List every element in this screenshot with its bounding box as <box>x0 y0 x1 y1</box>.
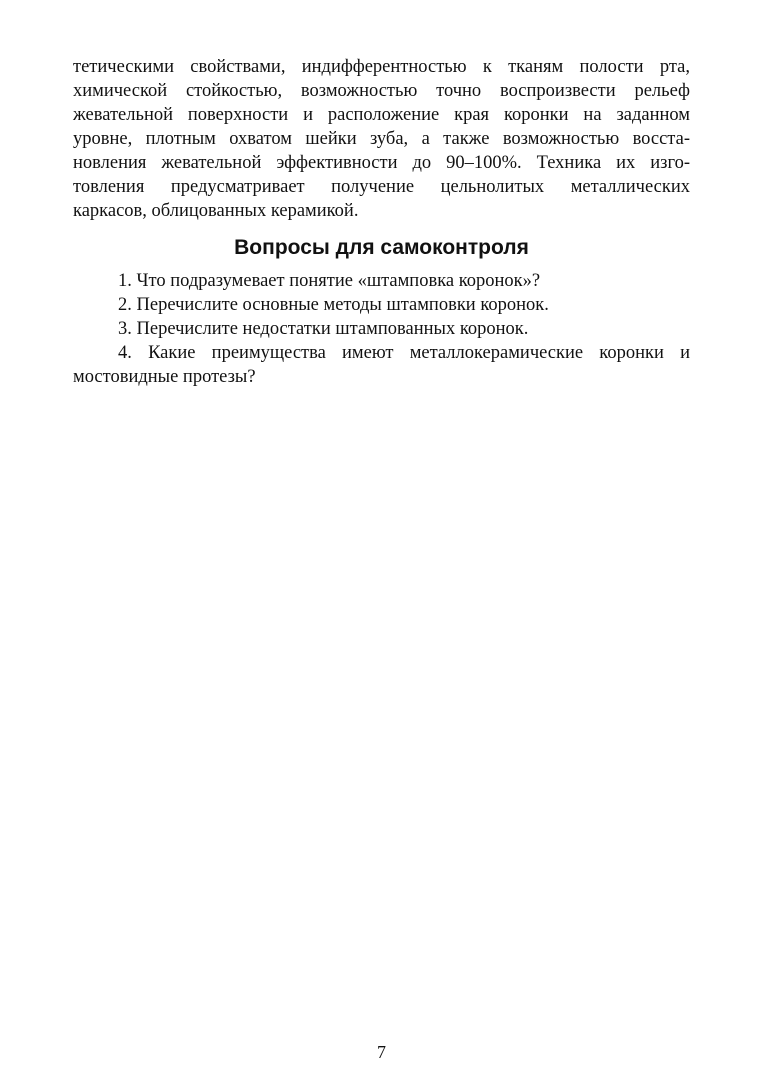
page-number: 7 <box>377 1042 386 1062</box>
paragraph-line: каркасов, облицованных керамикой. <box>73 201 359 221</box>
body-paragraph <box>73 55 690 223</box>
question-item: 1. Что подразумевает понятие «штамповка коронок»? <box>118 271 541 291</box>
question-item: 3. Перечислите недостатки штампованных коронок. <box>118 319 529 339</box>
question-item: 2. Перечислите основные методы штамповки коронок. <box>118 295 549 315</box>
questions-list <box>73 269 690 389</box>
paragraph-line: химической стойкостью, возможностью точно воспроизвести рельеф <box>73 81 690 101</box>
paragraph-line: жевательной поверхности и расположение края коронки на заданном <box>73 105 690 125</box>
paragraph-line: тетическими свойствами, индифферентностью к тканям полости рта, <box>73 57 690 77</box>
question-item: 4. Какие преимущества имеют металлокерамические коронки и <box>118 343 690 363</box>
section-title: Вопросы для самоконтроля <box>234 236 529 259</box>
question-item-continuation: мостовидные протезы? <box>73 367 256 387</box>
paragraph-line: уровне, плотным охватом шейки зуба, а также возможностью восста- <box>73 129 690 149</box>
paragraph-line: новления жевательной эффективности до 90–100%. Техника их изго- <box>73 153 690 173</box>
paragraph-line: товления предусматривает получение цельнолитых металлических <box>73 177 690 197</box>
